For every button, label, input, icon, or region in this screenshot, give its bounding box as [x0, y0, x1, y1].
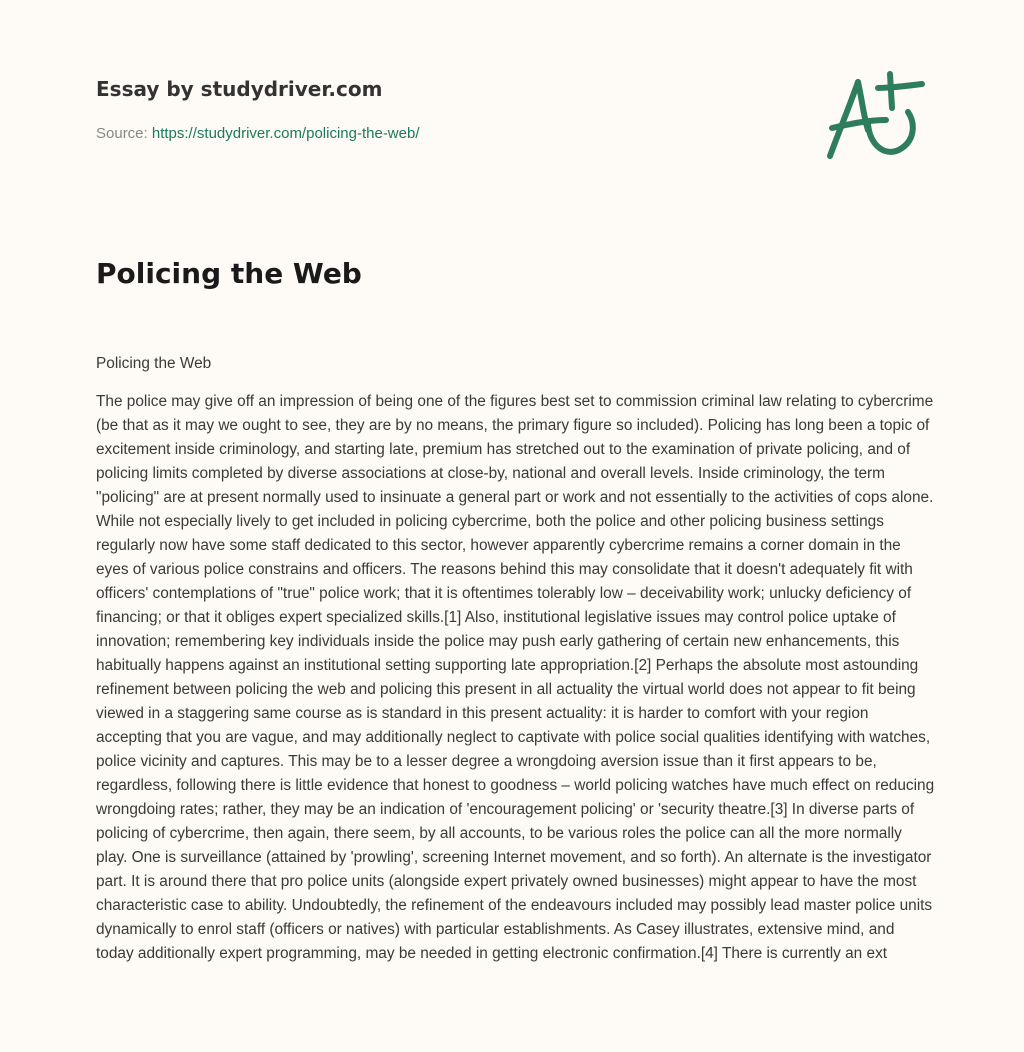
- brand-title: Essay by studydriver.com: [96, 77, 383, 101]
- article-body: The police may give off an impression of being one of the figures best set to commission criminal law relating to cybercrime (be that as it may we ought to see, they are by no means, the primary figure so included). Policing has long been a topic of excitement inside criminology, and starting late, premium has stretched out to the examination of private policing, and of policing limits completed by diverse associations at close-by, national and overall levels. Inside criminology, the term "policing" are at present normally used to insinuate a general part or work and not essentially to the activities of cops alone. While not especially lively to get included in policing cybercrime, both the police and other policing business settings regularly now have some staff dedicated to this sector, however apparently cybercrime remains a corner domain in the eyes of various police constrains and officers. The reasons behind this may consolidate that it doesn't adequately fit with officers' contemplations of "true" police work; that it is oftentimes tolerably low – deceivability work; unlucky deficiency of financing; or that it obliges expert specialized skills.[1] Also, institutional legislative issues may control police uptake of innovation; remembering key individuals inside the police may push early gathering of certain new enhancements, this habitually happens against an institutional setting supporting late appropriation.[2] Perhaps the absolute most astounding refinement between policing the web and policing this present in all actuality the virtual world does not appear to fit being viewed in a staggering same course as is standard in this present actuality: it is harder to comfort with your region accepting that you are vague, and may additionally neglect to captivate with police social qualities identifying with watches, police vicinity and captures. This may be to a lesser degree a wrongdoing aversion issue than it first appears to be, regardless, following there is little evidence that honest to goodness – world policing watches have much effect on reducing wrongdoing rates; rather, they may be an indication of 'encouragement policing' or 'security theatre.[3] In diverse parts of policing of cybercrime, then again, there seem, by all accounts, to be various roles the police can all the more normally play. One is surveillance (attained by 'prowling', screening Internet movement, and so forth). An alternate is the investigator part. It is around there that pro police units (alongside expert privately owned businesses) might appear to have the most characteristic case to ability. Undoubtedly, the refinement of the endeavours included may possibly lead master police units dynamically to enrol staff (officers or natives) with particular establishments. As Casey illustrates, extensive mind, and today additionally expert programming, may be needed in getting electronic confirmation.[4] There is currently an ext: [96, 393, 935, 962]
- a-plus-grade-icon: [822, 68, 926, 164]
- source-label: Source:: [96, 125, 152, 142]
- source-link[interactable]: https://studydriver.com/policing-the-web/: [151, 125, 420, 142]
- article-content: [96, 352, 936, 966]
- page-title: Policing the Web: [96, 257, 362, 290]
- article-subtitle: Policing the Web: [96, 355, 212, 372]
- page-header: [96, 74, 928, 144]
- source-line: [96, 124, 928, 144]
